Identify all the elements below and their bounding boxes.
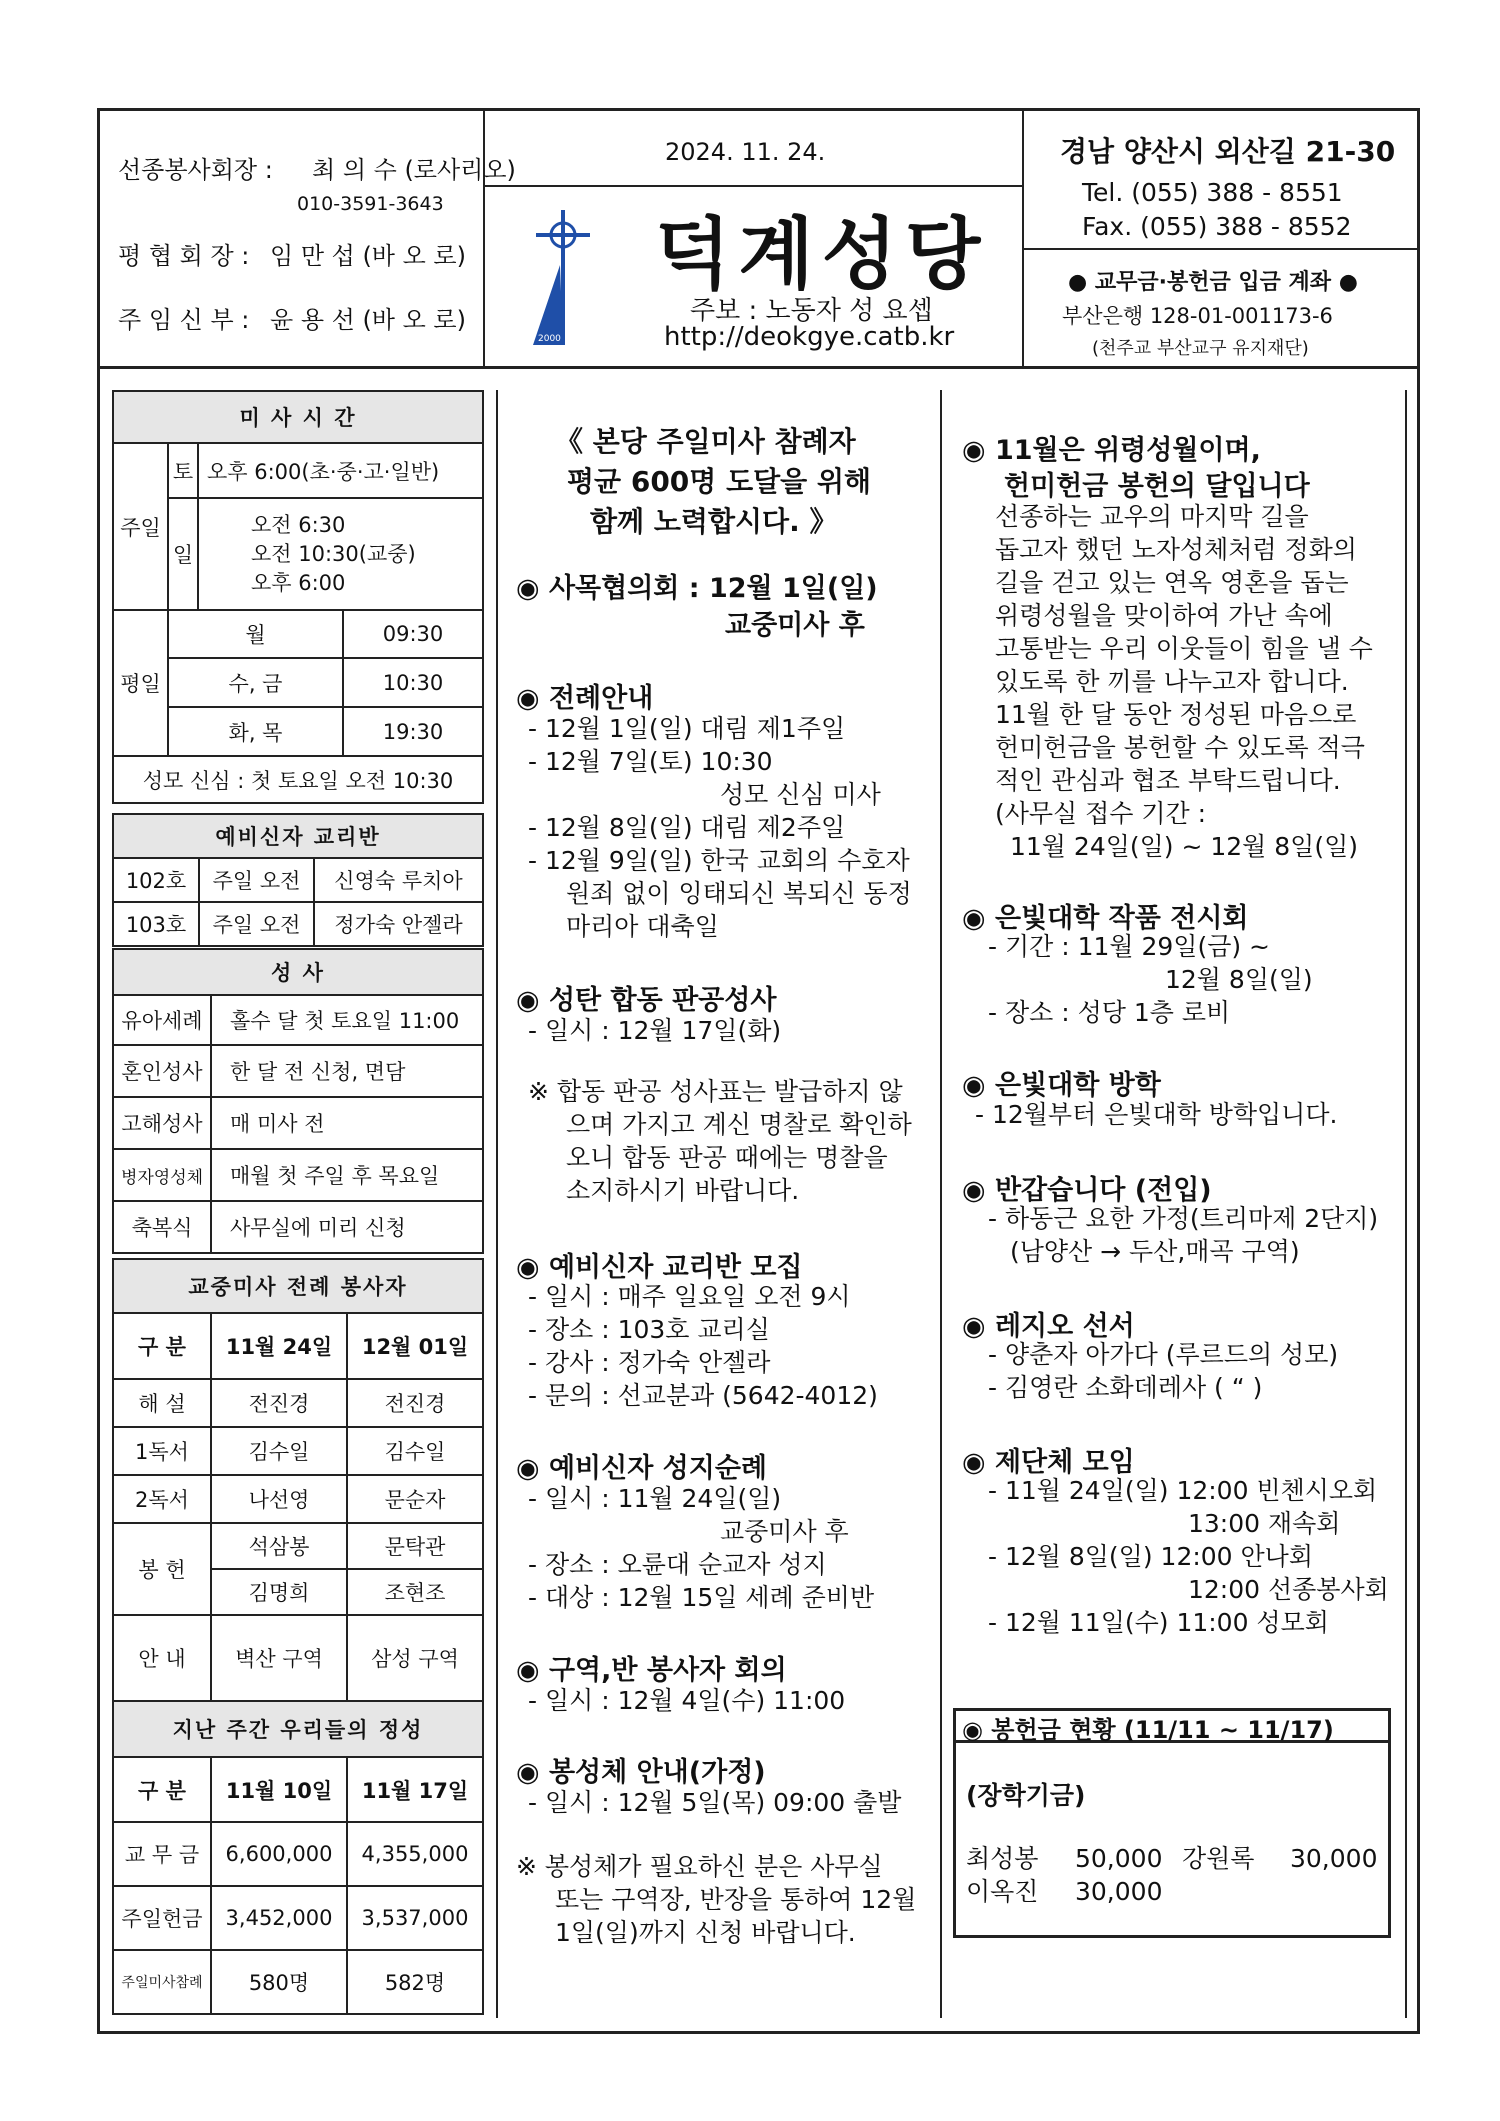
sun-time-1: 오전 6:30 xyxy=(251,512,346,537)
reader1-1: 김수일 xyxy=(211,1427,347,1475)
commentary-1: 전진경 xyxy=(211,1379,347,1427)
headline-3: 함께 노력합시다. 》 xyxy=(590,505,838,538)
pastor-label: 주 임 신 부 : xyxy=(118,306,250,334)
guide-1: 벽산 구역 xyxy=(211,1615,347,1701)
pilgrim-3: - 대상 : 12월 15일 세례 준비반 xyxy=(528,1583,875,1612)
weekday-2-day: 수, 금 xyxy=(168,658,343,707)
account-title: ● 교무금·봉헌금 입금 계좌 ● xyxy=(1068,270,1358,295)
offerings-col-0: 구 분 xyxy=(113,1757,211,1822)
donor-1-amount: 50,000 xyxy=(1075,1844,1163,1873)
catechumen-title: 예비신자 교리반 xyxy=(113,814,483,858)
legio-title: ◉ 레지오 선서 xyxy=(962,1311,1135,1342)
offering-v2: 582명 xyxy=(347,1950,483,2014)
home-note-2: 또는 구역장, 반장을 통하여 12월 xyxy=(555,1885,917,1914)
pilgrim-2: - 장소 : 오륜대 순교자 성지 xyxy=(528,1550,827,1579)
souls-p10: (사무실 접수 기간 : xyxy=(995,799,1207,828)
role-reader-2: 2독서 xyxy=(113,1475,211,1523)
chair-label: 선종봉사회장 : xyxy=(118,156,273,184)
servers-col-0: 구 분 xyxy=(113,1313,211,1379)
sacrament-desc: 홀수 달 첫 토요일 11:00 xyxy=(211,995,483,1045)
council-president-label: 평 협 회 장 : xyxy=(118,242,250,270)
donor-2-name: 강원록 xyxy=(1182,1844,1255,1873)
header-divider xyxy=(97,366,1420,369)
headline-2: 평균 600명 도달을 위해 xyxy=(567,465,872,498)
home-note-3: 1일(일)까지 신청 바랍니다. xyxy=(555,1918,856,1947)
weekday-label: 평일 xyxy=(113,610,168,756)
exhibit-1b: 12월 8일(일) xyxy=(1165,965,1313,994)
legio-2: - 김영란 소화데레사 ( “ ) xyxy=(988,1373,1263,1402)
role-offering: 봉 헌 xyxy=(113,1523,211,1615)
offerings-col-1: 11월 10일 xyxy=(211,1757,347,1822)
souls-p2: 돕고자 했던 노자성체처럼 정화의 xyxy=(995,535,1357,564)
catechumen-when: 주일 오전 xyxy=(199,902,314,946)
contact-divider xyxy=(1022,248,1418,250)
headline-1: 《 본당 주일미사 참례자 xyxy=(555,425,856,458)
groups-title: ◉ 제단체 모임 xyxy=(962,1447,1135,1478)
liturgy-2b: 성모 신심 미사 xyxy=(720,780,881,809)
offerings-title: 지난 주간 우리들의 정성 xyxy=(113,1701,483,1757)
offering-v2: 3,537,000 xyxy=(347,1886,483,1950)
catechumen-teacher: 정가숙 안젤라 xyxy=(314,902,483,946)
penance-note-3: 오니 합동 판공 때에는 명찰을 xyxy=(566,1143,888,1172)
account-number: 부산은행 128-01-001173-6 xyxy=(1062,304,1333,328)
offerings-col-2: 11월 17일 xyxy=(347,1757,483,1822)
souls-title-1: ◉ 11월은 위령성월이며, xyxy=(962,435,1261,466)
catechumen-room: 103호 xyxy=(113,902,199,946)
reader1-2: 김수일 xyxy=(347,1427,483,1475)
council-president-name: 임 만 섭 (바 오 로) xyxy=(270,242,466,270)
recruit-3: - 강사 : 정가숙 안젤라 xyxy=(528,1348,771,1377)
groups-1: - 11월 24일(일) 12:00 빈첸시오회 xyxy=(988,1476,1378,1505)
catechumen-table xyxy=(112,813,484,947)
catechumen-room: 102호 xyxy=(113,858,199,902)
mass-title: 미 사 시 간 xyxy=(113,391,483,443)
liturgy-1: - 12월 1일(일) 대림 제1주일 xyxy=(528,714,846,743)
donation-title: ◉ 봉헌금 현황 (11/11 ~ 11/17) xyxy=(962,1716,1334,1744)
chair-name: 최 의 수 (로사리오) xyxy=(312,156,516,184)
recruit-title: ◉ 예비신자 교리반 모집 xyxy=(516,1252,803,1283)
groups-3: - 12월 11일(수) 11:00 성모회 xyxy=(988,1608,1329,1637)
pilgrim-1b: 교중미사 후 xyxy=(720,1517,849,1546)
offering-label: 주일헌금 xyxy=(113,1886,211,1950)
donor-2-amount: 30,000 xyxy=(1290,1844,1378,1873)
address: 경남 양산시 외산길 21-30 xyxy=(1060,135,1396,168)
servers-col-2: 12월 01일 xyxy=(347,1313,483,1379)
recruit-2: - 장소 : 103호 교리실 xyxy=(528,1315,770,1344)
vacation-title: ◉ 은빛대학 방학 xyxy=(962,1070,1161,1101)
souls-p5: 고통받는 우리 이웃들이 힘을 낼 수 xyxy=(995,634,1373,663)
sun-time-2: 오전 10:30(교중) xyxy=(251,541,416,566)
liturgy-3: - 12월 8일(일) 대림 제2주일 xyxy=(528,813,846,842)
offering-v1: 6,600,000 xyxy=(211,1822,347,1886)
liturgy-4b: 원죄 없이 잉태되신 복되신 동정 xyxy=(566,879,912,908)
welcome-2: (남양산 → 두산,매곡 구역) xyxy=(1010,1237,1300,1266)
recruit-4: - 문의 : 선교분과 (5642-4012) xyxy=(528,1381,878,1410)
penance-note-4: 소지하시기 바랍니다. xyxy=(566,1176,800,1205)
sun-time-3: 오후 6:00 xyxy=(251,570,346,595)
sacrament-desc: 매월 첫 주일 후 목요일 xyxy=(211,1149,483,1201)
role-commentary: 해 설 xyxy=(113,1379,211,1427)
donation-subtitle: (장학기금) xyxy=(966,1781,1086,1810)
weekday-3-time: 19:30 xyxy=(343,707,483,756)
council-title: ◉ 사목협의회 : 12월 1일(일) xyxy=(516,573,878,604)
district-1: - 일시 : 12월 4일(수) 11:00 xyxy=(528,1686,846,1715)
offerings-table xyxy=(112,1700,484,2015)
exhibit-2: - 장소 : 성당 1층 로비 xyxy=(988,998,1231,1027)
donor-1-name: 최성봉 xyxy=(966,1844,1039,1873)
servers-col-1: 11월 24일 xyxy=(211,1313,347,1379)
telephone: Tel. (055) 388 - 8551 xyxy=(1082,178,1343,207)
offering-v1: 3,452,000 xyxy=(211,1886,347,1950)
issue-date: 2024. 11. 24. xyxy=(665,138,826,166)
weekday-1-day: 월 xyxy=(168,610,343,658)
sunday-label: 주일 xyxy=(113,443,168,610)
sacrament-name: 혼인성사 xyxy=(113,1045,211,1097)
marian-devotion: 성모 신심 : 첫 토요일 오전 10:30 xyxy=(113,756,483,803)
souls-p4: 위령성월을 맞이하여 가난 속에 xyxy=(995,601,1333,630)
date-divider xyxy=(483,185,1022,187)
offering-2b: 조현조 xyxy=(347,1569,483,1615)
groups-2: - 12월 8일(일) 12:00 안나회 xyxy=(988,1542,1313,1571)
catechumen-when: 주일 오전 xyxy=(199,858,314,902)
parish-title: 덕계성당 xyxy=(655,209,989,300)
weekday-1-time: 09:30 xyxy=(343,610,483,658)
offering-v2: 4,355,000 xyxy=(347,1822,483,1886)
liturgy-2: - 12월 7일(토) 10:30 xyxy=(528,747,773,776)
weekday-2-time: 10:30 xyxy=(343,658,483,707)
servers-title: 교중미사 전례 봉사자 xyxy=(113,1259,483,1313)
commentary-2: 전진경 xyxy=(347,1379,483,1427)
recruit-1: - 일시 : 매주 일요일 오전 9시 xyxy=(528,1282,851,1311)
penance-title: ◉ 성탄 합동 판공성사 xyxy=(516,985,777,1016)
pilgrim-1: - 일시 : 11월 24일(일) xyxy=(528,1484,782,1513)
welcome-title: ◉ 반갑습니다 (전입) xyxy=(962,1175,1212,1206)
home-communion-title: ◉ 봉성체 안내(가정) xyxy=(516,1757,766,1788)
guide-2: 삼성 구역 xyxy=(347,1615,483,1701)
exhibit-1: - 기간 : 11월 29일(금) ~ xyxy=(988,932,1271,961)
weekday-3-day: 화, 목 xyxy=(168,707,343,756)
donor-3-name: 이옥진 xyxy=(966,1877,1039,1906)
sacrament-desc: 사무실에 미리 신청 xyxy=(211,1201,483,1253)
welcome-1: - 하동근 요한 가정(트리마제 2단지) xyxy=(988,1204,1379,1233)
sacraments-title: 성 사 xyxy=(113,949,483,995)
sacraments-table xyxy=(112,948,484,1254)
sat-time: 오후 6:00(초·중·고·일반) xyxy=(198,443,483,498)
legio-1: - 양춘자 아가다 (루르드의 성모) xyxy=(988,1340,1339,1369)
sacrament-desc: 매 미사 전 xyxy=(211,1097,483,1149)
groups-1b: 13:00 재속회 xyxy=(1188,1509,1341,1538)
souls-title-2: 헌미헌금 봉헌의 달입니다 xyxy=(1004,471,1310,502)
column-sep-right xyxy=(1405,390,1407,2018)
fax: Fax. (055) 388 - 8552 xyxy=(1082,212,1352,241)
offering-label: 주일미사참례 xyxy=(113,1950,211,2014)
offering-2a: 문탁관 xyxy=(347,1523,483,1569)
home-note-1: ※ 봉성체가 필요하신 분은 사무실 xyxy=(516,1852,883,1881)
reader2-2: 문순자 xyxy=(347,1475,483,1523)
chair-phone: 010-3591-3643 xyxy=(297,193,444,215)
liturgy-4: - 12월 9일(일) 한국 교회의 수호자 xyxy=(528,846,910,875)
souls-p1: 선종하는 교우의 마지막 길을 xyxy=(995,502,1309,531)
liturgy-4c: 마리아 대축일 xyxy=(566,912,719,941)
liturgy-title: ◉ 전례안내 xyxy=(516,683,654,714)
sun-label: 일 xyxy=(168,498,198,610)
exhibit-title: ◉ 은빛대학 작품 전시회 xyxy=(962,903,1249,934)
souls-p3: 길을 걷고 있는 연옥 영혼을 돕는 xyxy=(995,568,1349,597)
donor-3-amount: 30,000 xyxy=(1075,1877,1163,1906)
role-reader-1: 1독서 xyxy=(113,1427,211,1475)
sacrament-name: 축복식 xyxy=(113,1201,211,1253)
account-owner: (천주교 부산교구 유지재단) xyxy=(1092,338,1309,359)
penance-1: - 일시 : 12월 17일(화) xyxy=(528,1016,782,1045)
role-guide: 안 내 xyxy=(113,1615,211,1701)
offering-1b: 김명희 xyxy=(211,1569,347,1615)
sacrament-desc: 한 달 전 신청, 면담 xyxy=(211,1045,483,1097)
pilgrim-title: ◉ 예비신자 성지순례 xyxy=(516,1453,768,1484)
sacrament-name: 고해성사 xyxy=(113,1097,211,1149)
home-communion-1: - 일시 : 12월 5일(목) 09:00 출발 xyxy=(528,1788,902,1817)
catechumen-teacher: 신영숙 루치아 xyxy=(314,858,483,902)
sat-label: 토 xyxy=(168,443,198,498)
column-sep-left xyxy=(496,390,498,2018)
logo-year: 2000 xyxy=(538,334,561,344)
souls-p11: 11월 24일(일) ~ 12월 8일(일) xyxy=(1010,832,1358,861)
offering-1a: 석삼봉 xyxy=(211,1523,347,1569)
header-sep-1 xyxy=(483,110,485,366)
servers-table xyxy=(112,1258,484,1702)
patron-saint: 주보 : 노동자 성 요셉 xyxy=(690,296,933,326)
groups-2b: 12:00 선종봉사회 xyxy=(1188,1575,1389,1604)
souls-p6: 있도록 한 끼를 나누고자 합니다. xyxy=(995,667,1349,696)
reader2-1: 나선영 xyxy=(211,1475,347,1523)
council-sub: 교중미사 후 xyxy=(725,610,865,641)
offering-label: 교 무 금 xyxy=(113,1822,211,1886)
header-sep-2 xyxy=(1022,110,1024,366)
mass-schedule-table xyxy=(112,390,484,804)
souls-p9: 적인 관심과 협조 부탁드립니다. xyxy=(995,766,1341,795)
offering-v1: 580명 xyxy=(211,1950,347,2014)
sacrament-name: 병자영성체 xyxy=(113,1149,211,1201)
sacrament-name: 유아세례 xyxy=(113,995,211,1045)
vacation-1: - 12월부터 은빛대학 방학입니다. xyxy=(975,1100,1338,1129)
district-title: ◉ 구역,반 봉사자 회의 xyxy=(516,1655,787,1686)
penance-note-1: ※ 합동 판공 성사표는 발급하지 않 xyxy=(528,1077,903,1106)
penance-note-2: 으며 가지고 계신 명찰로 확인하 xyxy=(566,1110,912,1139)
souls-p8: 헌미헌금을 봉헌할 수 있도록 적극 xyxy=(995,733,1365,762)
cross-logo-icon xyxy=(528,205,598,350)
website-url[interactable]: http://deokgye.catb.kr xyxy=(664,322,955,352)
pastor-name: 윤 용 선 (바 오 로) xyxy=(270,306,466,334)
souls-p7: 11월 한 달 동안 정성된 마음으로 xyxy=(995,700,1357,729)
column-sep-mid xyxy=(940,390,942,2018)
